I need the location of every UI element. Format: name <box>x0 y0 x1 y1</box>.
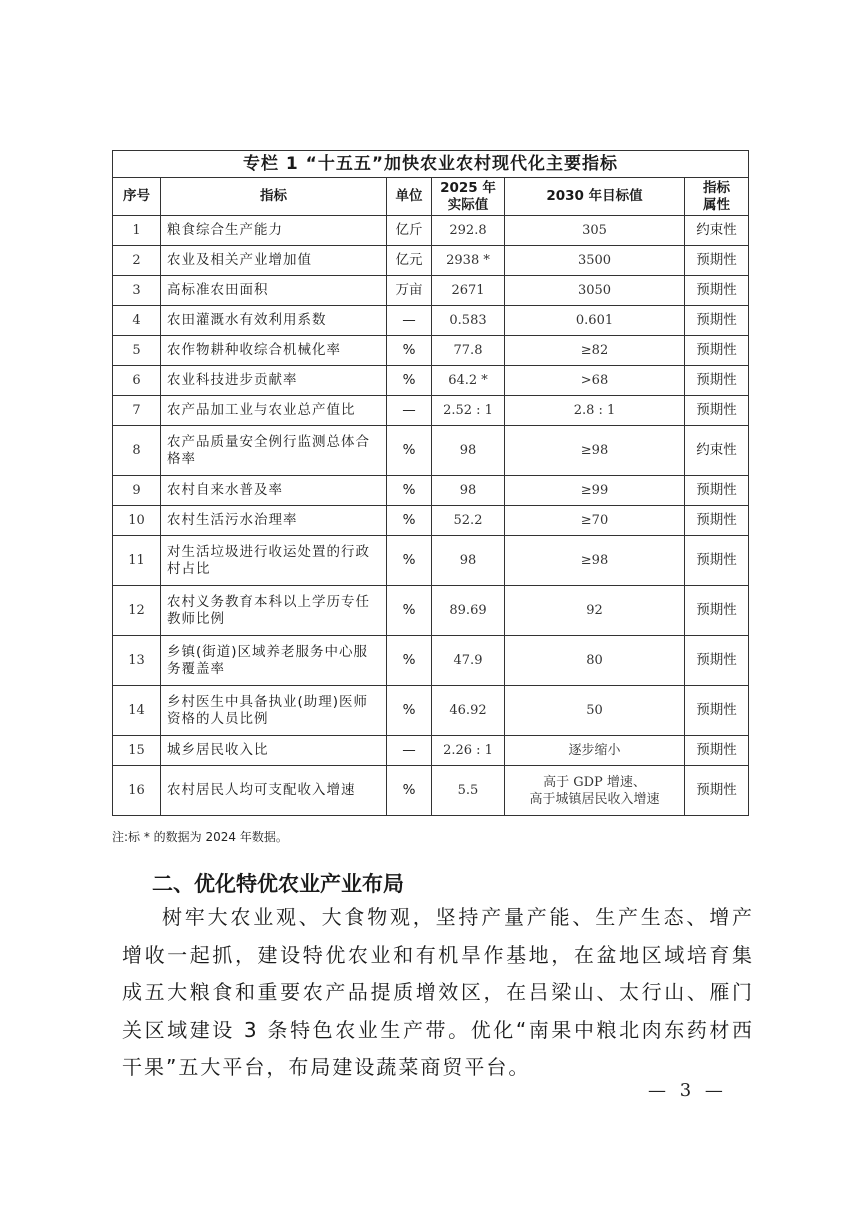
row-attribute: 预期性 <box>685 636 749 686</box>
table-note: 注:标 * 的数据为 2024 年数据。 <box>112 830 288 844</box>
row-actual-2025: 2938 * <box>432 246 505 276</box>
row-index: 4 <box>113 306 161 336</box>
row-index: 1 <box>113 216 161 246</box>
row-actual-2025: 292.8 <box>432 216 505 246</box>
row-target-2030: 2.8 : 1 <box>505 396 685 426</box>
row-indicator-name: 农村自来水普及率 <box>161 476 387 506</box>
row-target-2030: 80 <box>505 636 685 686</box>
row-indicator-name: 乡镇(街道)区域养老服务中心服务覆盖率 <box>161 636 387 686</box>
row-index: 7 <box>113 396 161 426</box>
row-indicator-name: 农村义务教育本科以上学历专任教师比例 <box>161 586 387 636</box>
row-unit: % <box>387 686 432 736</box>
row-index: 16 <box>113 766 161 816</box>
row-index: 8 <box>113 426 161 476</box>
row-unit: % <box>387 536 432 586</box>
header-attribute: 指标 属性 <box>685 178 749 216</box>
row-indicator-name: 农产品质量安全例行监测总体合格率 <box>161 426 387 476</box>
row-attribute: 约束性 <box>685 426 749 476</box>
table-row <box>113 736 749 766</box>
row-actual-2025: 77.8 <box>432 336 505 366</box>
table-row <box>113 396 749 426</box>
section-heading: 二、优化特优农业产业布局 <box>152 872 404 896</box>
row-attribute: 预期性 <box>685 536 749 586</box>
row-indicator-name: 农产品加工业与农业总产值比 <box>161 396 387 426</box>
row-actual-2025: 2.26 : 1 <box>432 736 505 766</box>
header-index: 序号 <box>113 178 161 216</box>
row-unit: % <box>387 336 432 366</box>
row-index: 5 <box>113 336 161 366</box>
row-target-2030: 3500 <box>505 246 685 276</box>
table-body <box>113 216 749 816</box>
table-row <box>113 216 749 246</box>
row-index: 3 <box>113 276 161 306</box>
table-row <box>113 246 749 276</box>
row-target-2030: ≥98 <box>505 536 685 586</box>
row-target-2030: 305 <box>505 216 685 246</box>
row-actual-2025: 2671 <box>432 276 505 306</box>
row-target-2030: 3050 <box>505 276 685 306</box>
row-attribute: 预期性 <box>685 586 749 636</box>
row-attribute: 预期性 <box>685 336 749 366</box>
row-indicator-name: 粮食综合生产能力 <box>161 216 387 246</box>
table-row <box>113 276 749 306</box>
row-unit: 亿元 <box>387 246 432 276</box>
row-indicator-name: 城乡居民收入比 <box>161 736 387 766</box>
header-target-2030: 2030 年目标值 <box>505 178 685 216</box>
row-actual-2025: 52.2 <box>432 506 505 536</box>
row-target-2030: 逐步缩小 <box>505 736 685 766</box>
row-attribute: 预期性 <box>685 506 749 536</box>
row-target-2030: 50 <box>505 686 685 736</box>
row-target-2030: >68 <box>505 366 685 396</box>
header-actual-2025: 2025 年 实际值 <box>432 178 505 216</box>
row-target-2030: 高于 GDP 增速、 高于城镇居民收入增速 <box>505 766 685 816</box>
header-indicator: 指标 <box>161 178 387 216</box>
row-indicator-name: 农村生活污水治理率 <box>161 506 387 536</box>
row-unit: % <box>387 636 432 686</box>
row-unit: % <box>387 586 432 636</box>
table-row <box>113 686 749 736</box>
table-row <box>113 536 749 586</box>
row-unit: 万亩 <box>387 276 432 306</box>
row-attribute: 预期性 <box>685 276 749 306</box>
row-attribute: 预期性 <box>685 766 749 816</box>
row-indicator-name: 农业科技进步贡献率 <box>161 366 387 396</box>
row-actual-2025: 46.92 <box>432 686 505 736</box>
row-target-2030: ≥98 <box>505 426 685 476</box>
row-index: 11 <box>113 536 161 586</box>
table-row <box>113 336 749 366</box>
row-indicator-name: 对生活垃圾进行收运处置的行政村占比 <box>161 536 387 586</box>
row-attribute: 预期性 <box>685 366 749 396</box>
row-unit: — <box>387 306 432 336</box>
table-row <box>113 366 749 396</box>
table-row <box>113 586 749 636</box>
row-actual-2025: 98 <box>432 426 505 476</box>
row-target-2030: ≥70 <box>505 506 685 536</box>
row-attribute: 预期性 <box>685 686 749 736</box>
table-row <box>113 636 749 686</box>
row-attribute: 约束性 <box>685 216 749 246</box>
row-attribute: 预期性 <box>685 476 749 506</box>
row-indicator-name: 农田灌溉水有效利用系数 <box>161 306 387 336</box>
row-target-2030: ≥99 <box>505 476 685 506</box>
row-actual-2025: 0.583 <box>432 306 505 336</box>
row-unit: — <box>387 736 432 766</box>
row-index: 9 <box>113 476 161 506</box>
row-actual-2025: 47.9 <box>432 636 505 686</box>
row-actual-2025: 98 <box>432 476 505 506</box>
table-header-row <box>113 178 749 216</box>
section-paragraph: 树牢大农业观、大食物观，坚持产量产能、生产生态、增产增收一起抓，建设特优农业和有机旱作基地，在盆地区域培育集成五大粮食和重要农产品提质增效区，在吕梁山、太行山、雁门关区域建设 3 条特色农业生产带。优化“南果中粮北肉东药材西干果”五大平台，布局建设蔬菜商贸平台。 <box>122 905 754 1079</box>
row-indicator-name: 高标准农田面积 <box>161 276 387 306</box>
row-index: 14 <box>113 686 161 736</box>
row-actual-2025: 5.5 <box>432 766 505 816</box>
row-unit: % <box>387 366 432 396</box>
table-row <box>113 306 749 336</box>
row-attribute: 预期性 <box>685 396 749 426</box>
row-unit: % <box>387 766 432 816</box>
row-unit: % <box>387 426 432 476</box>
row-unit: 亿斤 <box>387 216 432 246</box>
row-index: 10 <box>113 506 161 536</box>
row-actual-2025: 2.52 : 1 <box>432 396 505 426</box>
row-index: 15 <box>113 736 161 766</box>
table-row <box>113 426 749 476</box>
table-row <box>113 476 749 506</box>
row-index: 2 <box>113 246 161 276</box>
row-unit: — <box>387 396 432 426</box>
row-actual-2025: 64.2 * <box>432 366 505 396</box>
row-unit: % <box>387 476 432 506</box>
row-attribute: 预期性 <box>685 306 749 336</box>
row-indicator-name: 农业及相关产业增加值 <box>161 246 387 276</box>
row-unit: % <box>387 506 432 536</box>
row-target-2030: 0.601 <box>505 306 685 336</box>
table-title: 专栏 1 “十五五”加快农业农村现代化主要指标 <box>113 151 749 178</box>
row-index: 13 <box>113 636 161 686</box>
table-row <box>113 506 749 536</box>
row-index: 12 <box>113 586 161 636</box>
row-attribute: 预期性 <box>685 246 749 276</box>
row-attribute: 预期性 <box>685 736 749 766</box>
row-indicator-name: 乡村医生中具备执业(助理)医师资格的人员比例 <box>161 686 387 736</box>
indicators-table <box>112 150 749 816</box>
row-indicator-name: 农村居民人均可支配收入增速 <box>161 766 387 816</box>
row-target-2030: ≥82 <box>505 336 685 366</box>
row-target-2030: 92 <box>505 586 685 636</box>
row-actual-2025: 89.69 <box>432 586 505 636</box>
table-row <box>113 766 749 816</box>
header-unit: 单位 <box>387 178 432 216</box>
row-actual-2025: 98 <box>432 536 505 586</box>
row-index: 6 <box>113 366 161 396</box>
row-indicator-name: 农作物耕种收综合机械化率 <box>161 336 387 366</box>
page-number: — 3 — <box>648 1080 727 1101</box>
